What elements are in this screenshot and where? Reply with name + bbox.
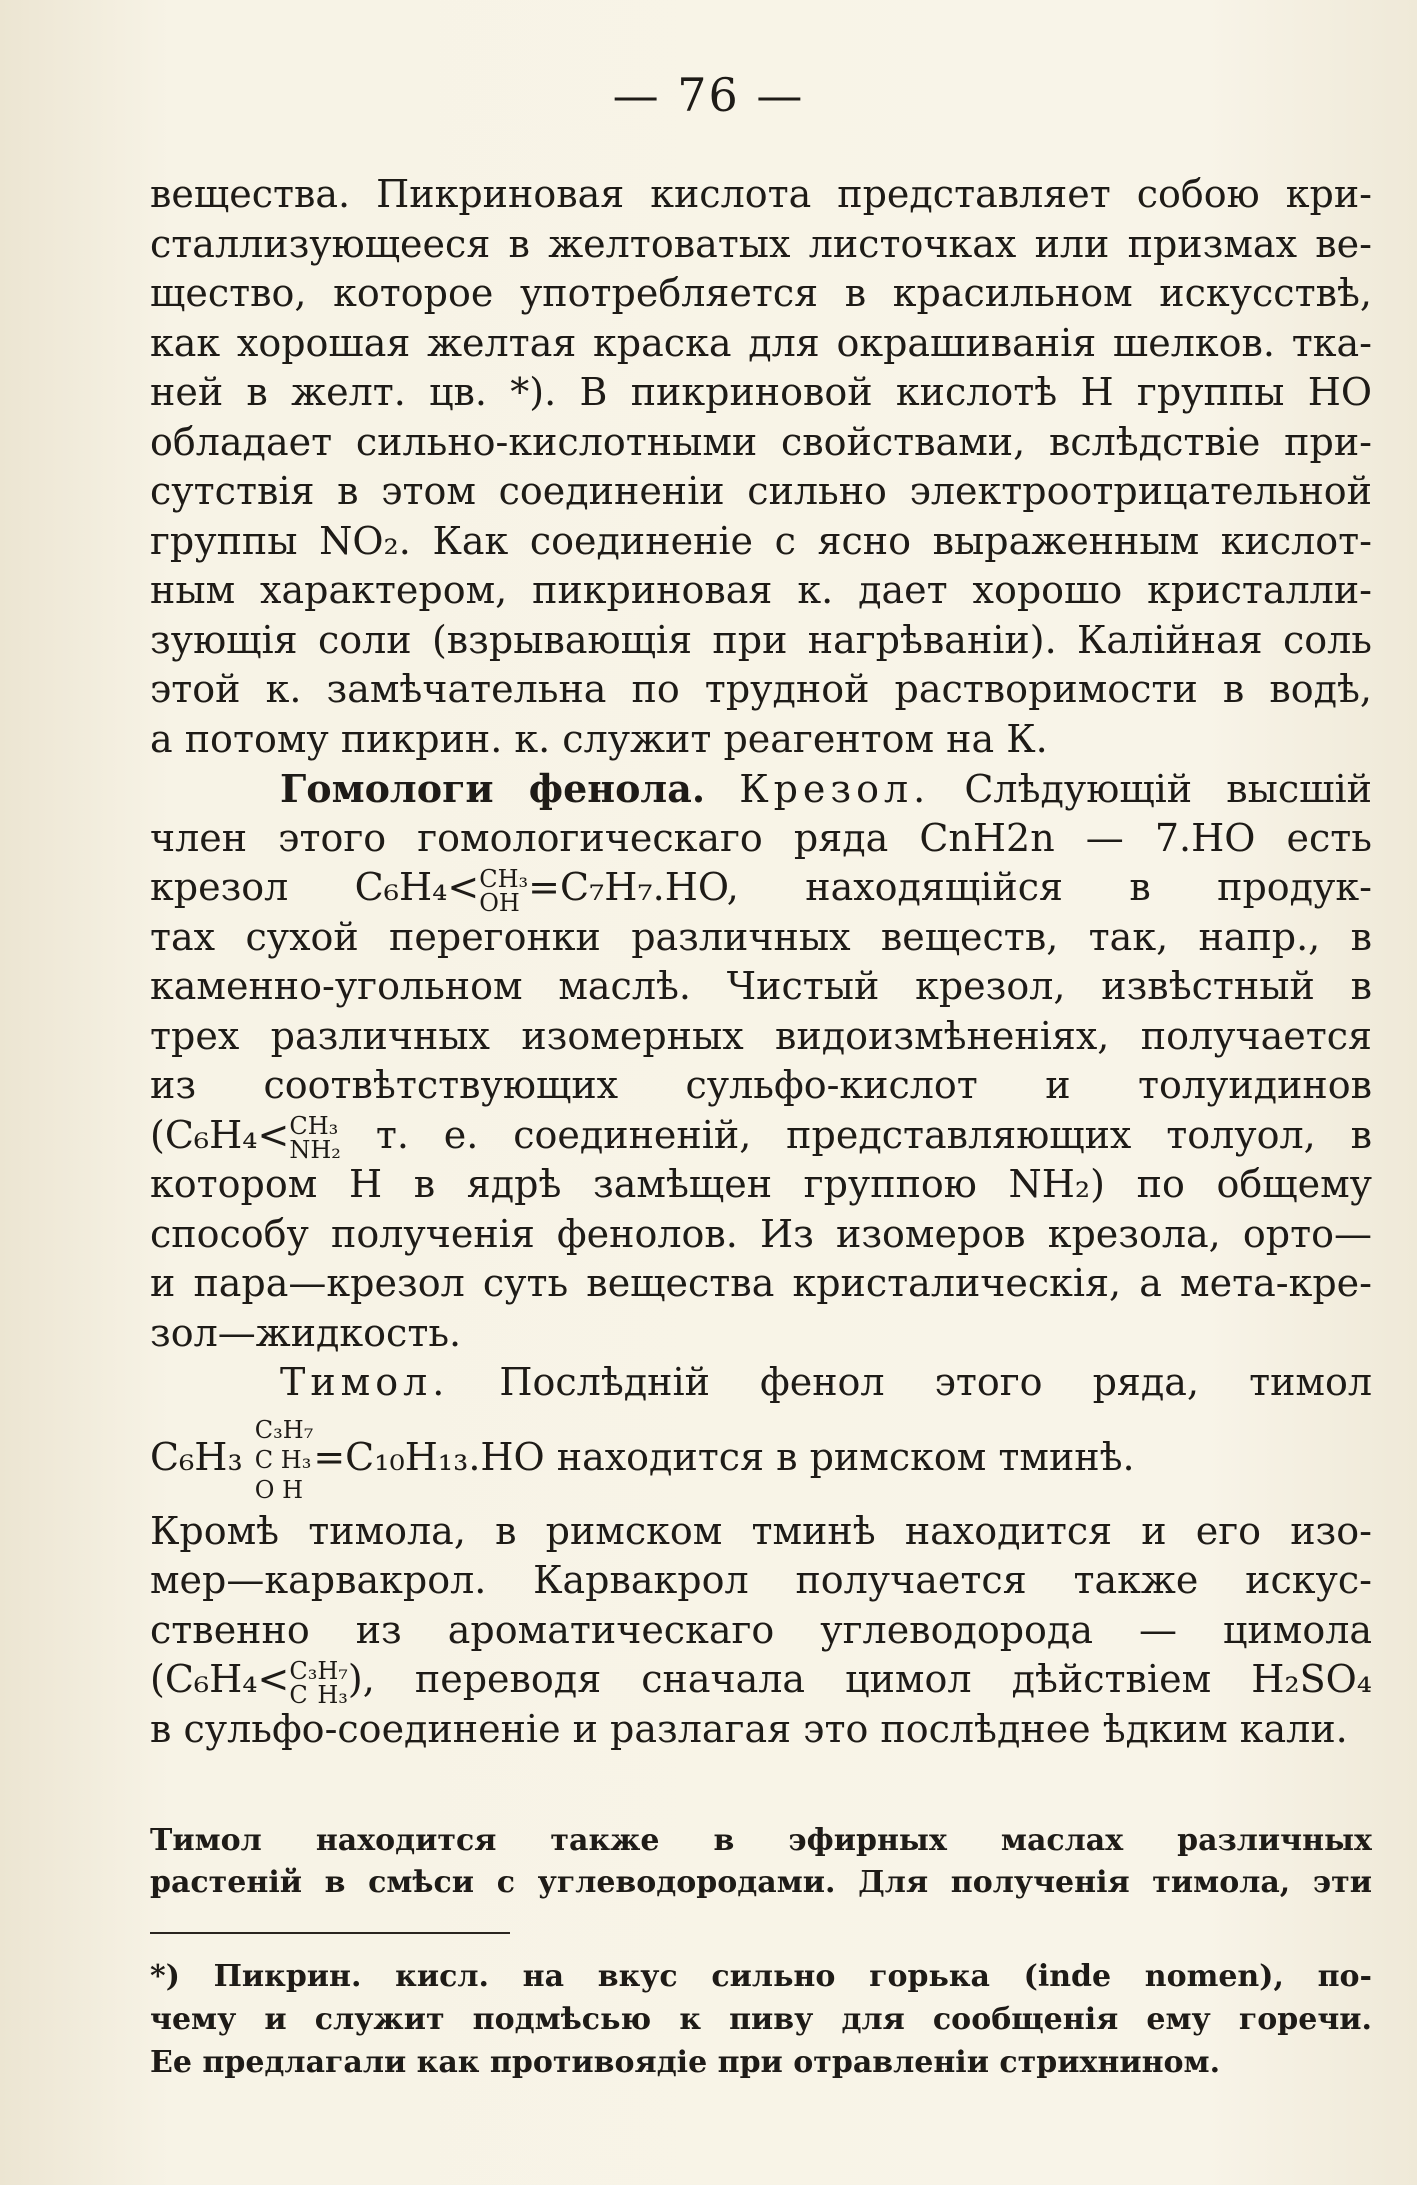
formula-top: CH₃	[289, 1112, 339, 1140]
text-line: в сульфо-соединеніе и разлагая это послѣднее ѣдким кали.	[150, 1706, 1348, 1751]
text-line: обладает сильно-кислотными свойствами, вслѣдствіе при-	[150, 419, 1372, 464]
text-line: из соотвѣтствующих сульфо-кислот и толуидинов	[150, 1063, 1372, 1107]
body-text	[150, 170, 1372, 1754]
section-heading: Гомологи фенола.	[280, 766, 706, 811]
formula-part: (C₆H₄<	[150, 1112, 290, 1157]
thymol-formula-line	[150, 1408, 1372, 1507]
thymol-heading-line	[150, 1358, 1372, 1408]
formula-stack	[479, 864, 529, 913]
spaced-term: Тимол.	[280, 1360, 450, 1404]
footnote-line: *) Пикрин. кисл. на вкус сильно горька (inde nomen), по-	[150, 1959, 1372, 1994]
text-line: тах сухой перегонки различных веществ, так, напр., в	[150, 914, 1372, 959]
text-line: щество, которое употребляется в красильном искусствѣ,	[150, 271, 1372, 315]
small-print	[150, 1820, 1372, 1904]
text-line: ней в желт. цв. *). В пикриновой кислотѣ Н группы НО	[150, 370, 1372, 414]
formula-part: C₆H₃	[150, 1434, 243, 1479]
formula-line	[150, 863, 1372, 913]
text-line: ным характером, пикриновая к. дает хорошо кристалли-	[150, 568, 1372, 612]
text-fragment: Слѣдующій высшій	[964, 767, 1372, 811]
formula-stack	[255, 1415, 314, 1505]
text-line: зующія соли (взрывающія при нагрѣваніи). Калійная соль	[150, 617, 1372, 662]
page-number: — 76 —	[612, 68, 805, 122]
text-line: Тимол находится также в эфирных маслах различных	[150, 1823, 1372, 1858]
text-line: сутствія в этом соединеніи сильно электроотрицательной	[150, 469, 1372, 513]
text-line: котором Н в ядрѣ замѣщен группою NH₂) по общему	[150, 1162, 1372, 1206]
text-line: а потому пикрин. к. служит реагентом на К.	[150, 716, 1048, 761]
text-line: вещества. Пикриновая кислота представляет собою кри-	[150, 172, 1372, 216]
text-line: и пара—крезол суть вещества кристалическія, а мета-кре-	[150, 1261, 1372, 1305]
formula-top: C₃H₇	[254, 1416, 314, 1444]
text-line: этой к. замѣчательна по трудной растворимости в водѣ,	[150, 667, 1372, 711]
text-line: каменно-угольном маслѣ. Чистый крезол, извѣстный в	[150, 964, 1372, 1008]
text-line: зол—жидкость.	[150, 1310, 462, 1355]
footnote	[150, 1955, 1372, 2084]
formula-part: =C₇H₇.HO, находящійся в продук-	[528, 865, 1372, 909]
text-line: сталлизующееся в желтоватых листочках или призмах ве-	[150, 221, 1372, 266]
text-fragment: Послѣдній фенол этого ряда, тимол	[499, 1360, 1372, 1404]
formula-bottom: O H	[254, 1476, 304, 1504]
spaced-term: Крезол.	[739, 767, 931, 811]
text-line: трех различных изомерных видоизмѣненіях, получается	[150, 1013, 1372, 1058]
text-line: мер—карвакрол. Карвакрол получается также искус-	[150, 1558, 1372, 1602]
text-line: член этого гомологическаго ряда CnH2n — 7.HO есть	[150, 815, 1372, 860]
formula-middle: C H₃	[254, 1446, 312, 1474]
text-line: Кромѣ тимола, в римском тминѣ находится и его изо-	[150, 1508, 1372, 1553]
text-line: группы NO₂. Как соединеніе с ясно выраженным кислот-	[150, 518, 1372, 563]
text-line: способу полученія фенолов. Из изомеров крезола, орто—	[150, 1211, 1372, 1256]
homologs-heading-line	[150, 764, 1372, 814]
formula-line	[150, 1655, 1372, 1705]
footnote-divider	[150, 1932, 510, 1934]
formula-stack	[289, 1114, 341, 1160]
formula-top: C₃H₇	[289, 1656, 348, 1685]
formula-part: (C₆H₄<	[150, 1657, 290, 1701]
footnote-line: Ее предлагали как противоядіе при отравленіи стрихнином.	[150, 2045, 1221, 2080]
text-line: как хорошая желтая краска для окрашиванія шелков. тка-	[150, 320, 1372, 365]
formula-part: ), переводя сначала цимол дѣйствіем H₂SO₄	[347, 1657, 1372, 1701]
formula-bottom: OH	[479, 888, 520, 913]
formula-part: крезол C₆H₄<	[150, 865, 480, 909]
formula-line	[150, 1111, 1372, 1161]
formula-top: CH₃	[479, 864, 529, 893]
text-line: ственно из ароматическаго углеводорода — цимола	[150, 1607, 1372, 1652]
formula-part: т. е. соединеній, представляющих толуол, в	[375, 1112, 1372, 1157]
text-line: растеній в смѣси с углеводородами. Для полученія тимола, эти	[150, 1865, 1372, 1900]
formula-part: =C₁₀H₁₃.HO находится в римском тминѣ.	[313, 1434, 1135, 1479]
formula-bottom: C H₃	[289, 1680, 348, 1705]
formula-bottom: NH₂	[289, 1136, 341, 1160]
formula-stack	[289, 1656, 348, 1705]
footnote-line: чему и служит подмѣсью к пиву для сообщенія ему горечи.	[150, 2002, 1372, 2037]
